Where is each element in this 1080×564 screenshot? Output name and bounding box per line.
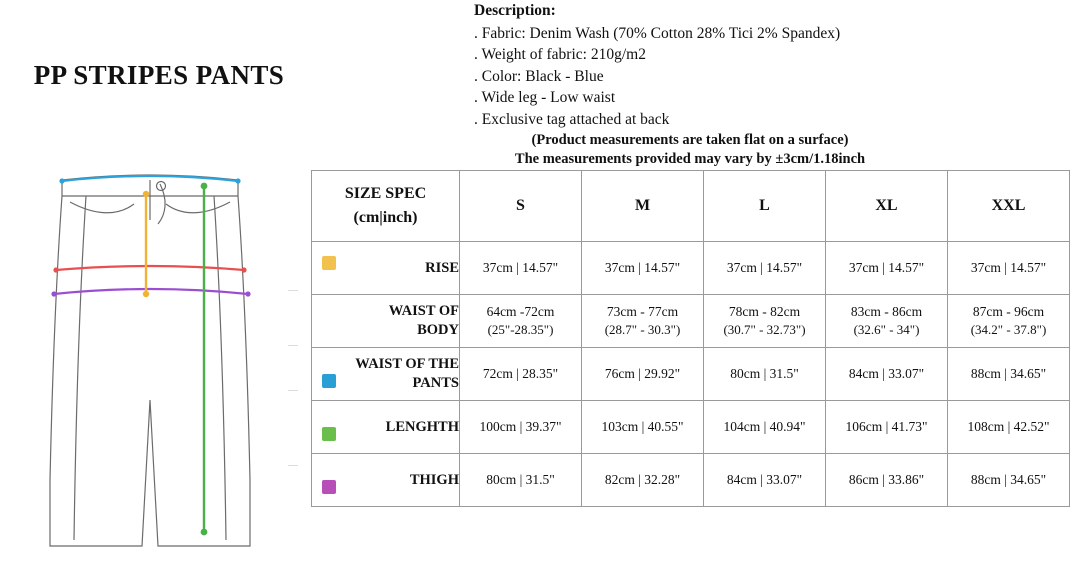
cell-waist-body-xl-sub: (32.6" - 34") bbox=[853, 322, 920, 337]
cell-waist-pants-m: 76cm | 29.92" bbox=[582, 348, 704, 401]
color-swatch-length-icon bbox=[322, 427, 336, 441]
table-row bbox=[312, 242, 1070, 295]
size-spec-header-cell bbox=[312, 171, 460, 242]
color-swatch-thigh-icon bbox=[322, 480, 336, 494]
cell-rise-xxl: 37cm | 14.57" bbox=[948, 242, 1070, 295]
ruler-tick-4: — bbox=[288, 460, 298, 471]
cell-rise-s: 37cm | 14.57" bbox=[460, 242, 582, 295]
cell-waist-body-l-main: 78cm - 82cm bbox=[728, 304, 801, 319]
header-size-xxl: XXL bbox=[948, 171, 1070, 242]
table-row bbox=[312, 401, 1070, 454]
cell-thigh-l: 84cm | 33.07" bbox=[704, 454, 826, 507]
cell-length-xxl: 108cm | 42.52" bbox=[948, 401, 1070, 454]
cell-waist-body-xxl-sub: (34.2" - 37.8") bbox=[970, 322, 1047, 337]
row-label-waist-of-body bbox=[312, 295, 460, 348]
header-size-s: S bbox=[460, 171, 582, 242]
ruler-tick-3: — bbox=[288, 385, 298, 396]
row-label-waist-of-body-line2: BODY bbox=[417, 322, 459, 338]
color-swatch-waist-pants-icon bbox=[322, 374, 336, 388]
header-size-xl: XL bbox=[826, 171, 948, 242]
cell-rise-l: 37cm | 14.57" bbox=[704, 242, 826, 295]
cell-waist-body-s-main: 64cm -72cm bbox=[486, 304, 555, 319]
cell-waist-body-s bbox=[460, 295, 582, 348]
row-label-length-text: LENGHTH bbox=[385, 418, 459, 435]
description-line-weight: . Weight of fabric: 210g/m2 bbox=[474, 46, 646, 63]
ruler-tick-2: — bbox=[288, 340, 298, 351]
cell-thigh-m: 82cm | 32.28" bbox=[582, 454, 704, 507]
description-line-fit: . Wide leg - Low waist bbox=[474, 89, 616, 106]
row-label-thigh bbox=[312, 454, 460, 507]
cell-waist-body-m-main: 73cm - 77cm bbox=[606, 304, 679, 319]
table-row bbox=[312, 454, 1070, 507]
cell-waist-pants-xl: 84cm | 33.07" bbox=[826, 348, 948, 401]
cell-length-l: 104cm | 40.94" bbox=[704, 401, 826, 454]
cell-length-s: 100cm | 39.37" bbox=[460, 401, 582, 454]
row-label-waist-of-pants-line2: PANTS bbox=[412, 375, 459, 391]
color-swatch-rise-icon bbox=[322, 256, 336, 270]
page-title: PP STRIPES PANTS bbox=[33, 60, 285, 90]
cell-rise-m: 37cm | 14.57" bbox=[582, 242, 704, 295]
description-line-fabric: . Fabric: Denim Wash (70% Cotton 28% Tici 2% Spandex) bbox=[474, 24, 841, 42]
size-spec-table bbox=[311, 170, 1070, 507]
cell-waist-body-xl-main: 83cm - 86cm bbox=[850, 304, 923, 319]
measurement-note-1: (Product measurements are taken flat on a surface) bbox=[531, 132, 849, 148]
cell-waist-body-xxl bbox=[948, 295, 1070, 348]
pants-technical-drawing bbox=[0, 150, 300, 559]
cell-thigh-xl: 86cm | 33.86" bbox=[826, 454, 948, 507]
cell-waist-body-m-sub: (28.7" - 30.3") bbox=[604, 322, 681, 337]
row-label-rise bbox=[312, 242, 460, 295]
size-spec-title: SIZE SPEC bbox=[344, 185, 427, 202]
row-label-thigh-text: THIGH bbox=[409, 471, 459, 488]
cell-waist-body-xxl-main: 87cm - 96cm bbox=[972, 304, 1045, 319]
cell-rise-xl: 37cm | 14.57" bbox=[826, 242, 948, 295]
cell-length-m: 103cm | 40.55" bbox=[582, 401, 704, 454]
cell-waist-body-m bbox=[582, 295, 704, 348]
table-row bbox=[312, 295, 1070, 348]
header-size-m: M bbox=[582, 171, 704, 242]
cell-waist-pants-l: 80cm | 31.5" bbox=[704, 348, 826, 401]
row-label-waist-of-pants bbox=[312, 348, 460, 401]
row-label-length bbox=[312, 401, 460, 454]
cell-waist-body-l-sub: (30.7" - 32.73") bbox=[723, 322, 806, 337]
size-spec-units: (cm|inch) bbox=[353, 209, 418, 226]
cell-thigh-xxl: 88cm | 34.65" bbox=[948, 454, 1070, 507]
cell-waist-body-xl bbox=[826, 295, 948, 348]
ruler-tick-1: — bbox=[288, 285, 298, 296]
header-size-l: L bbox=[704, 171, 826, 242]
row-label-rise-text: RISE bbox=[425, 259, 459, 276]
cell-waist-pants-s: 72cm | 28.35" bbox=[460, 348, 582, 401]
cell-waist-pants-xxl: 88cm | 34.65" bbox=[948, 348, 1070, 401]
measurement-note-2: The measurements provided may vary by ±3cm/1.18inch bbox=[514, 151, 866, 167]
cell-waist-body-s-sub: (25"-28.35") bbox=[487, 322, 554, 337]
cell-length-xl: 106cm | 41.73" bbox=[826, 401, 948, 454]
cell-thigh-s: 80cm | 31.5" bbox=[460, 454, 582, 507]
row-label-waist-of-body-line1: WAIST OF bbox=[388, 303, 459, 319]
table-header-row bbox=[312, 171, 1070, 242]
description-line-tag: . Exclusive tag attached at back bbox=[474, 110, 670, 128]
cell-waist-body-l bbox=[704, 295, 826, 348]
table-row bbox=[312, 348, 1070, 401]
description-heading: Description: bbox=[474, 2, 556, 19]
measurement-notes bbox=[310, 131, 1070, 169]
description-line-color: . Color: Black - Blue bbox=[474, 67, 604, 85]
row-label-waist-of-pants-line1: WAIST OF THE bbox=[355, 356, 459, 372]
description-block bbox=[474, 0, 994, 130]
